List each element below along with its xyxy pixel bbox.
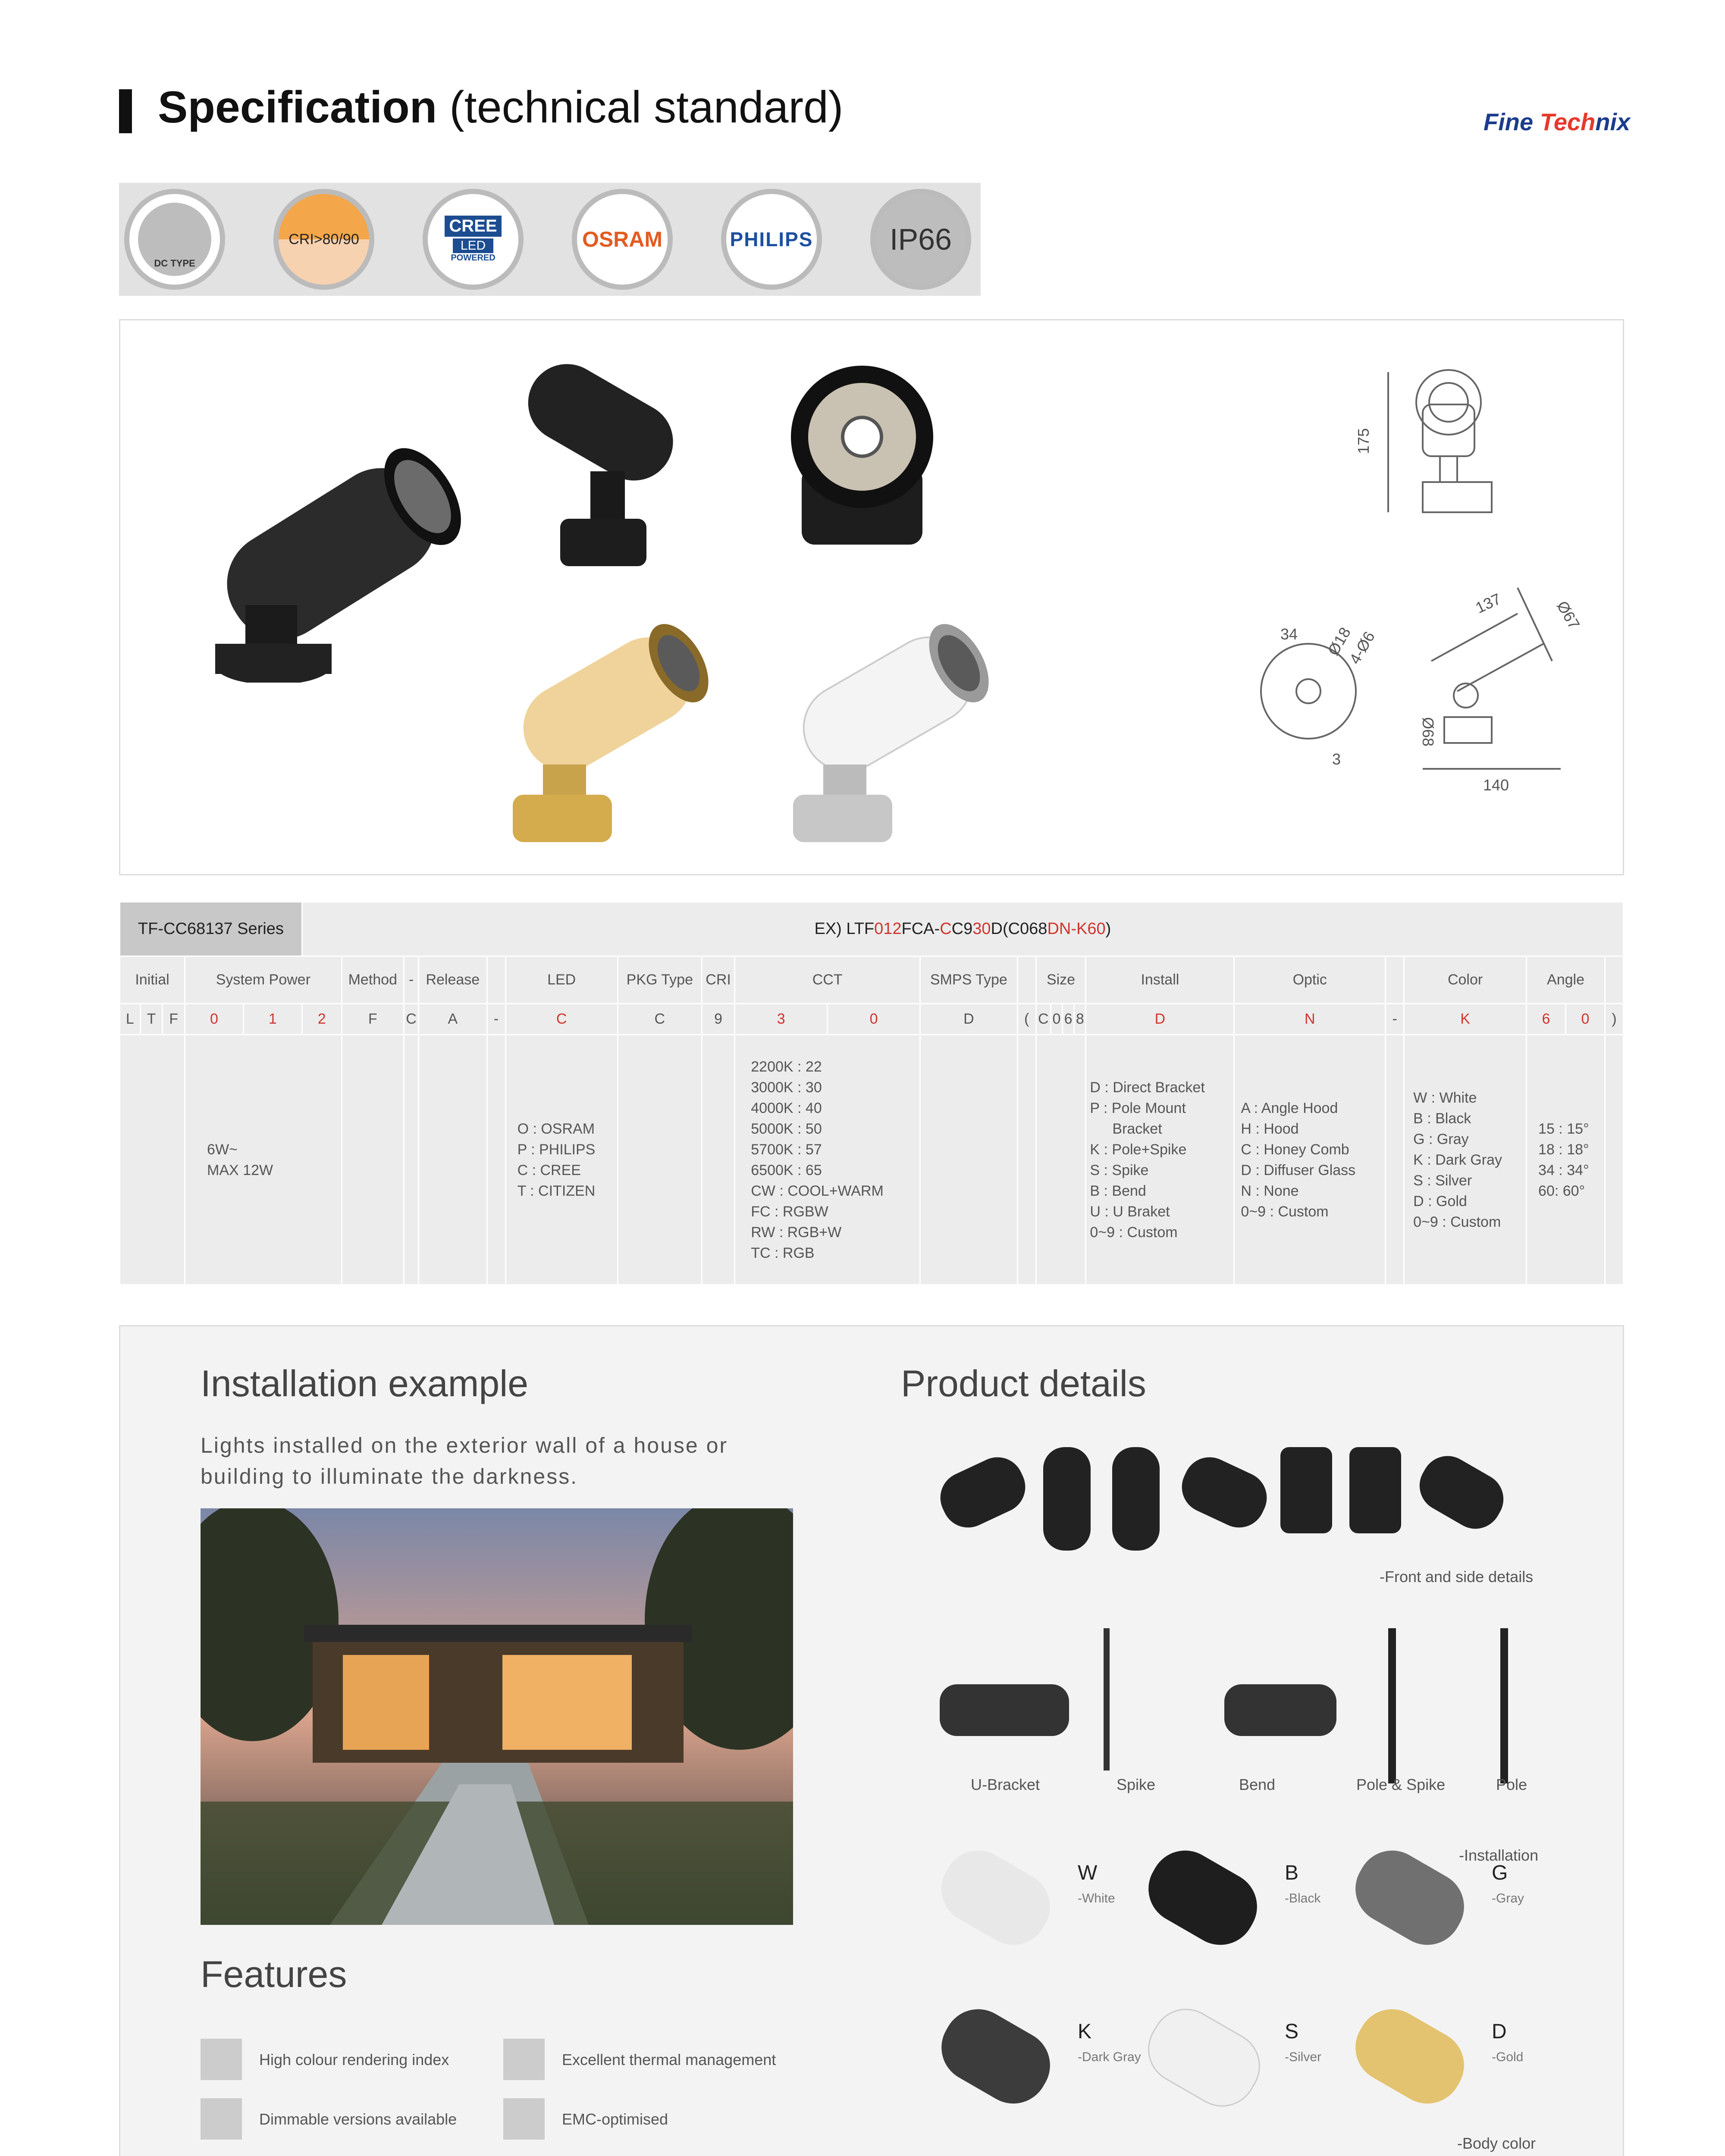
title-accent-bar xyxy=(119,89,132,133)
installation-title: Installation example xyxy=(201,1363,529,1404)
code-cell: 8 xyxy=(1074,1004,1086,1035)
certification-badges xyxy=(119,183,981,296)
product-image-front xyxy=(776,359,948,562)
brand-logo: Fine Technix xyxy=(1484,108,1631,135)
install-label-spike: Spike xyxy=(1117,1776,1156,1793)
header-color: Color xyxy=(1404,956,1527,1004)
code-cell: T xyxy=(140,1004,163,1035)
header-method: Method xyxy=(342,956,404,1004)
product-image-black-large xyxy=(181,424,491,683)
series-cell: TF-CC68137 Series xyxy=(120,902,302,956)
header-system-power: System Power xyxy=(185,956,342,1004)
philips-badge: PHILIPS xyxy=(721,189,822,290)
installation-photo xyxy=(201,1508,793,1925)
header-size: Size xyxy=(1036,956,1086,1004)
product-image-black-side xyxy=(496,338,694,579)
options-method xyxy=(342,1035,404,1285)
svg-text:Ø67: Ø67 xyxy=(1553,598,1584,632)
installation-type-images xyxy=(940,1602,1647,1801)
example-code-cell: EX) LTF012FCA-CC930D(C068DN-K60) xyxy=(302,902,1623,956)
technical-drawing xyxy=(1242,364,1595,821)
code-cell: F xyxy=(163,1004,185,1035)
options-sep1 xyxy=(487,1035,505,1285)
header-cct: CCT xyxy=(735,956,920,1004)
header-install: Install xyxy=(1086,956,1234,1004)
front-side-caption: -Front and side details xyxy=(1380,1568,1534,1586)
options-size xyxy=(1036,1035,1086,1285)
feature-text: High colour rendering index xyxy=(259,2051,449,2068)
options-dash xyxy=(404,1035,418,1285)
options-led: O : OSRAM P : PHILIPS C : CREE T : CITIZEN xyxy=(505,1035,618,1285)
product-details-title: Product details xyxy=(901,1363,1146,1404)
svg-text:140: 140 xyxy=(1483,776,1509,794)
feature-text: Excellent thermal management xyxy=(562,2051,776,2068)
options-sep4 xyxy=(1605,1035,1624,1285)
options-power: 6W~ MAX 12W xyxy=(185,1035,342,1285)
options-release xyxy=(419,1035,487,1285)
install-label-u-bracket: U-Bracket xyxy=(971,1776,1040,1793)
spec-table xyxy=(119,901,1624,1285)
cree-badge: CREE LED POWERED xyxy=(423,189,524,290)
code-cell: F xyxy=(342,1004,404,1035)
header-release: Release xyxy=(419,956,487,1004)
product-image-white xyxy=(767,605,1009,846)
feature-text: EMC-optimised xyxy=(562,2110,668,2128)
options-sep2 xyxy=(1017,1035,1036,1285)
features-title: Features xyxy=(201,1954,347,1995)
options-angle: 15 : 15° 18 : 18° 34 : 34° 60: 60° xyxy=(1527,1035,1605,1285)
options-initial xyxy=(120,1035,185,1285)
header-sep3 xyxy=(1386,956,1404,1004)
page-title: Specification (technical standard) xyxy=(158,82,844,132)
dimmable-feature-icon xyxy=(201,2098,242,2140)
options-optic: A : Angle Hood H : Hood C : Honey Comb D : Diffuser Glass N : None 0~9 : Custom xyxy=(1234,1035,1386,1285)
body-color-caption: -Body color xyxy=(1457,2134,1536,2152)
code-cell: D xyxy=(920,1004,1018,1035)
svg-text:137: 137 xyxy=(1473,589,1504,617)
options-cri xyxy=(702,1035,734,1285)
code-cell: C xyxy=(1036,1004,1051,1035)
header-dash: - xyxy=(404,956,418,1004)
header-angle: Angle xyxy=(1527,956,1605,1004)
svg-text:3: 3 xyxy=(1332,750,1341,768)
code-cell: 9 xyxy=(702,1004,734,1035)
header-optic: Optic xyxy=(1234,956,1386,1004)
header-smps-type: SMPS Type xyxy=(920,956,1018,1004)
options-install: D : Direct Bracket P : Pole Mount Bracket K : Pole+Spike S : Spike B : Bend U : U Braket 0~9 : Custom xyxy=(1086,1035,1234,1285)
header-sep1 xyxy=(487,956,505,1004)
ip66-badge: IP66 xyxy=(870,189,971,290)
code-cell: 2 xyxy=(302,1004,342,1035)
options-pkg xyxy=(618,1035,702,1285)
product-image-gold xyxy=(487,605,728,846)
code-cell: ( xyxy=(1017,1004,1036,1035)
code-row xyxy=(120,1004,1624,1035)
svg-text:34: 34 xyxy=(1280,625,1298,643)
feature-text: Dimmable versions available xyxy=(259,2110,457,2128)
code-cell: C xyxy=(505,1004,618,1035)
lower-panel: Installation example Lights installed on the exterior wall of a house or building to illuminate the darkness. Features High colour rendering index Excellent thermal management Dimmable versions available EMC-optimised Product details -Front and side details U-Bracket Spike Bend Pole & Spike Pole -Installation W -White B -Black G -Gray K -Dark Gray S -Silver D -Gold -Body color xyxy=(119,1325,1624,2156)
cri-feature-icon xyxy=(201,2039,242,2080)
thermal-feature-icon xyxy=(503,2039,545,2080)
code-cell: - xyxy=(1386,1004,1404,1035)
cri-badge: CRI>80/90 xyxy=(273,189,374,290)
code-cell: ) xyxy=(1605,1004,1624,1035)
options-sep3 xyxy=(1386,1035,1404,1285)
header-cri: CRI xyxy=(702,956,734,1004)
code-cell: 0 xyxy=(1565,1004,1605,1035)
code-cell: 3 xyxy=(735,1004,828,1035)
front-side-detail-images xyxy=(940,1447,1647,1589)
header-led: LED xyxy=(505,956,618,1004)
code-cell: 0 xyxy=(185,1004,244,1035)
svg-text:Ø18: Ø18 xyxy=(1324,624,1354,658)
code-cell: C xyxy=(618,1004,702,1035)
install-label-pole: Pole xyxy=(1496,1776,1527,1793)
install-label-pole-spike: Pole & Spike xyxy=(1356,1776,1446,1793)
code-cell: N xyxy=(1234,1004,1386,1035)
code-cell: 1 xyxy=(243,1004,302,1035)
options-color: W : White B : Black G : Gray K : Dark Gray S : Silver D : Gold 0~9 : Custom xyxy=(1404,1035,1527,1285)
header-pkg-type: PKG Type xyxy=(618,956,702,1004)
code-cell: A xyxy=(419,1004,487,1035)
code-cell: K xyxy=(1404,1004,1527,1035)
svg-text:4-Ø6: 4-Ø6 xyxy=(1346,628,1378,667)
code-cell: D xyxy=(1086,1004,1234,1035)
dc-type-badge: DC TYPE xyxy=(124,189,225,290)
install-label-bend: Bend xyxy=(1239,1776,1276,1793)
header-initial: Initial xyxy=(120,956,185,1004)
product-hero-panel xyxy=(119,319,1624,875)
code-cell: 6 xyxy=(1527,1004,1566,1035)
code-cell: L xyxy=(120,1004,141,1035)
options-row xyxy=(120,1035,1624,1285)
installation-description: Lights installed on the exterior wall of a house or building to illuminate the darkness. xyxy=(201,1433,728,1489)
code-cell: C xyxy=(404,1004,418,1035)
installation-caption: -Installation xyxy=(1459,1846,1539,1864)
options-cct: 2200K : 22 3000K : 30 4000K : 40 5000K : 50 5700K : 57 6500K : 65 CW : COOL+WARM FC : RGBW RW : RGB+W TC : RGB xyxy=(735,1035,920,1285)
code-cell: 6 xyxy=(1063,1004,1074,1035)
emc-feature-icon xyxy=(503,2098,545,2140)
code-cell: 0 xyxy=(828,1004,920,1035)
options-smps xyxy=(920,1035,1018,1285)
osram-badge: OSRAM xyxy=(572,189,673,290)
code-cell: 0 xyxy=(1051,1004,1062,1035)
header-sep2 xyxy=(1017,956,1036,1004)
header-sep4 xyxy=(1605,956,1624,1004)
svg-text:Ø68: Ø68 xyxy=(1419,717,1437,747)
code-cell: - xyxy=(487,1004,505,1035)
svg-text:175: 175 xyxy=(1355,428,1372,454)
